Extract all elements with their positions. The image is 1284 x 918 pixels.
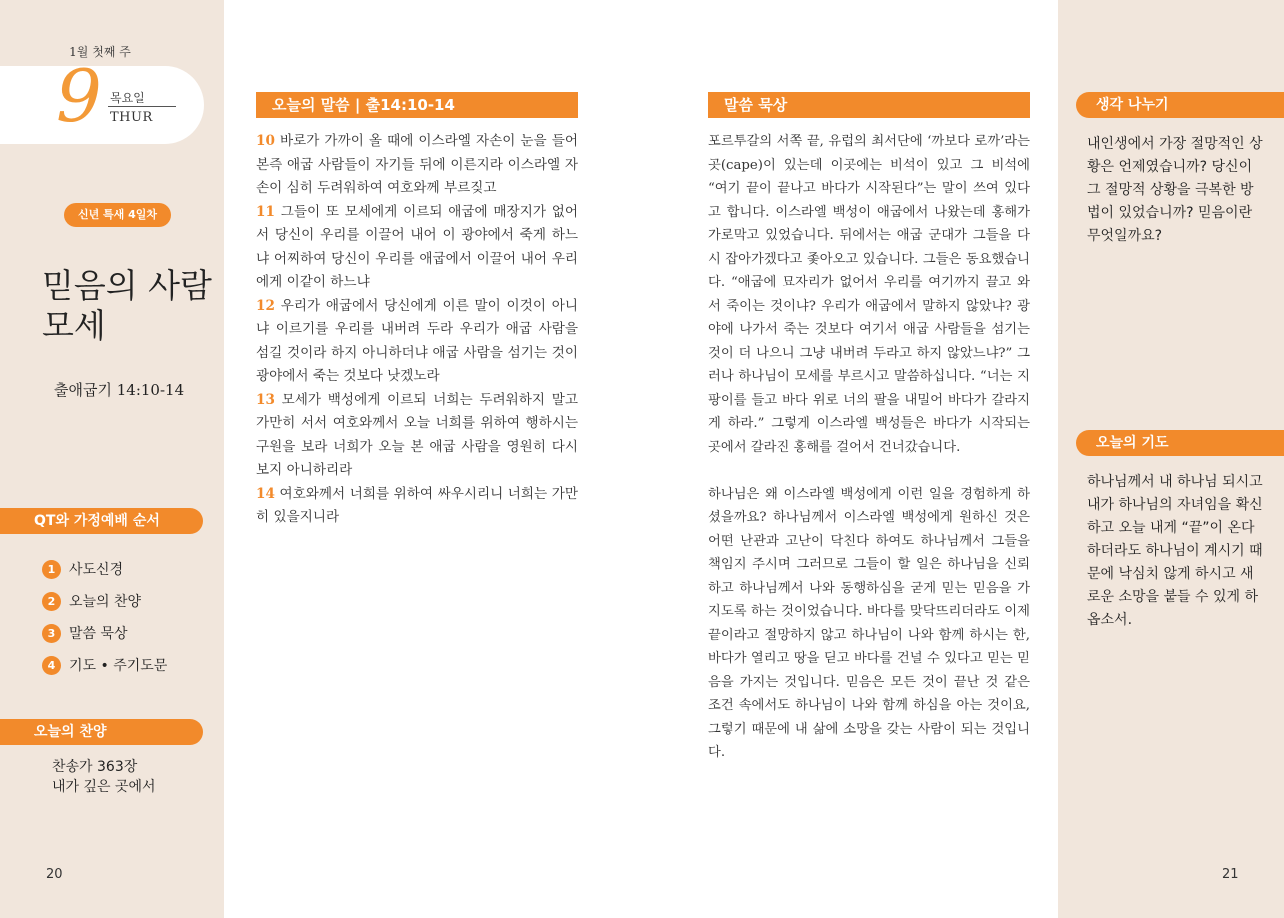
- day-korean: 목요일: [110, 91, 145, 105]
- verse-number: 11: [256, 203, 275, 220]
- week-label: 1월 첫째 주: [69, 45, 131, 59]
- qt-order-list: [42, 553, 167, 681]
- verse-text: 여호와께서 너희를 위하여 싸우시리니 너희는 가만히 있을지니라: [256, 485, 578, 525]
- order-number-badge: 4: [42, 656, 61, 675]
- title-line-1: 믿음의 사람: [42, 266, 212, 305]
- day-english: THUR: [110, 110, 153, 125]
- verse-number: 14: [256, 485, 275, 502]
- hymn-info: [52, 757, 156, 797]
- page-number-right: 21: [1222, 867, 1239, 882]
- page-title: [42, 266, 212, 346]
- prayer-text: 하나님께서 내 하나님 되시고 내가 하나님의 자녀임을 확신하고 오늘 내게 “끝”이 온다하더라도 하나님이 계시기 때문에 낙심치 않게 하시고 새로운 소망을 붙들 수 있게 하옵소서.: [1087, 474, 1263, 628]
- series-badge: 신년 특새 4일차: [64, 203, 171, 227]
- verse-text: 바로가 가까이 올 때에 이스라엘 자손이 눈을 들어 본즉 애굽 사람들이 자기들 뒤에 이른지라 이스라엘 자손이 심히 두려워하여 여호와께 부르짖고: [256, 133, 578, 196]
- verse-number: 13: [256, 391, 275, 408]
- order-label: 말씀 묵상: [69, 626, 128, 642]
- meditation-paragraph: 하나님은 왜 이스라엘 백성에게 이런 일을 경험하게 하셨을까요? 하나님께서 이스라엘 백성에게 원하신 것은 어떤 난관과 고난이 닥친다 하여도 하나님께서 그들을 책임지 주시며 그러므로 그들이 할 일은 하나님을 신뢰하고 하나님께서 나와 동행하심을 굳게 믿는 믿음을 가지도록 하는 것이었습니다. 바다를 맞닥뜨리더라도 이제 끝이라고 절망하지 않고 하나님이 나와 함께 하시는 한, 바다가 열리고 땅을 딛고 바다를 건널 수 있다고 믿는 믿음을 가지는 것입니다. 믿음은 모든 것이 끝난 것 같은 조건 속에서도 하나님이 나와 함께 하심을 아는 것이요, 그렇기 때문에 내 삶에 소망을 갖는 사람이 되는 것입니다.: [708, 486, 1030, 760]
- verse-text: 우리가 애굽에서 당신에게 이른 말이 이것이 아니냐 이르기를 우리를 내버려 두라 우리가 애굽 사람을 섬길 것이라 하지 아니하더냐 애굽 사람을 섬기는 것이 광야에서 죽는 것보다 낫겠노라: [256, 297, 578, 384]
- meditation-paragraph: 포르투갈의 서쪽 끝, 유럽의 최서단에 ‘까보다 로까’라는 곳(cape)이 있는데 이곳에는 비석이 있고 그 비석에 “여기 끝이 끝나고 바다가 시작된다”는 말이 쓰여 있다고 합니다. 이스라엘 백성이 애굽에서 나왔는데 홍해가 가로막고 있었습니다. 뒤에서는 애굽 군대가 그들을 다시 잡아가겠다고 좇아오고 있습니다. 그들은 동요했습니다. “애굽에 묘자리가 없어서 우리를 여기까지 끌고 와서 죽이는 것이냐? 우리가 애굽에서 말하지 않았냐? 광야에 나가서 죽는 것보다 여기서 애굽 사람들을 섬기는 것이 더 나으니 그냥 내버려 두라고 하지 않았느냐?” 그러나 하나님이 모세를 부르시고 말씀하십니다. “너는 지팡이를 들고 바다 위로 너의 팔을 내밀어 바다가 갈라지게 하라.” 그렇게 이스라엘 백성들은 바다가 시작되는 곳에서 갈라진 홍해를 걸어서 건너갔습니다.: [708, 134, 1030, 455]
- qt-order-heading: QT와 가정예배 순서: [0, 508, 203, 534]
- scripture-text: [256, 130, 578, 530]
- verse-number: 12: [256, 297, 275, 314]
- verse-text: 모세가 백성에게 이르되 너희는 두려워하지 말고 가만히 서서 여호와께서 오늘 너희를 위하여 행하시는 구원을 보라 너희가 오늘 본 애굽 사람을 영원히 다시 보지 아니하리라: [256, 391, 578, 478]
- list-item: [42, 617, 167, 649]
- scripture-heading: 오늘의 말씀 | 출14:10-14: [256, 92, 578, 118]
- hymn-heading: 오늘의 찬양: [0, 719, 203, 745]
- order-number-badge: 2: [42, 592, 61, 611]
- share-heading: 생각 나누기: [1076, 92, 1284, 118]
- order-number-badge: 1: [42, 560, 61, 579]
- verse-text: 그들이 또 모세에게 이르되 애굽에 매장지가 없어서 당신이 우리를 이끌어 내어 이 광야에서 죽게 하느냐 어찌하여 당신이 우리를 애굽에서 이끌어 내어 우리에게 이같이 하느냐: [256, 203, 578, 290]
- verse-number: 10: [256, 133, 275, 149]
- day-number: 9: [56, 54, 102, 138]
- meditation-heading: 말씀 묵상: [708, 92, 1030, 118]
- order-number-badge: 3: [42, 624, 61, 643]
- meditation-text: [708, 130, 1030, 765]
- title-line-2: 모세: [42, 306, 106, 345]
- order-label: 기도 • 주기도문: [69, 658, 168, 674]
- day-divider: [108, 106, 176, 107]
- date-pill: [0, 66, 204, 144]
- share-question: 내인생에서 가장 절망적인 상황은 언제였습니까? 당신이 그 절망적 상황을 극복한 방법이 있었습니까? 믿음이란 무엇일까요?: [1087, 136, 1263, 244]
- list-item: [42, 585, 167, 617]
- list-item: [42, 649, 167, 681]
- scripture-reference: 출애굽기 14:10-14: [54, 381, 185, 399]
- order-label: 오늘의 찬양: [69, 594, 142, 610]
- order-label: 사도신경: [69, 562, 124, 578]
- prayer-heading: 오늘의 기도: [1076, 430, 1284, 456]
- list-item: [42, 553, 167, 585]
- hymn-number: 찬송가 363장: [52, 759, 138, 775]
- hymn-title: 내가 깊은 곳에서: [52, 779, 156, 795]
- page-number-left: 20: [46, 867, 63, 882]
